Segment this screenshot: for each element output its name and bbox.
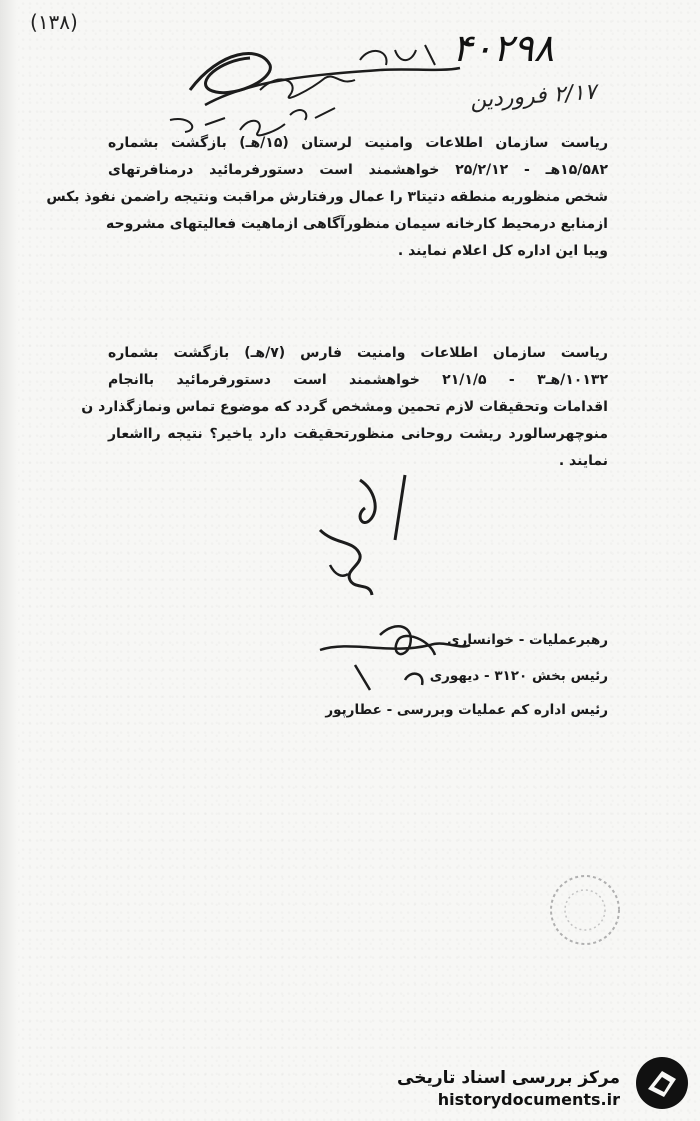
paragraph-2-line: ریاست سازمان اطلاعات وامنیت فارس (۷/هـ) بازگشت بشماره xyxy=(108,345,608,361)
paragraph-1-line: ویبا این اداره کل اعلام نمایند . xyxy=(397,243,608,259)
paragraph-1 xyxy=(46,130,608,265)
paragraph-1-line: ازمنابع درمحیط کارخانه سیمان منظورآگاهی ازماهیت فعالیتهای مشروحه xyxy=(106,216,608,232)
paragraph-1-line: ریاست سازمان اطلاعات وامنیت لرستان (۱۵/هـ) بازگشت بشماره xyxy=(108,135,608,151)
footer-url[interactable]: historydocuments.ir xyxy=(437,1090,620,1109)
footer-org-name: مرکز بررسی اسناد تاریخی xyxy=(397,1068,620,1088)
round-stamp xyxy=(545,870,625,950)
paragraph-2 xyxy=(81,340,608,475)
footer-text xyxy=(397,1068,620,1109)
signature-line-3: رئیس اداره کم عملیات وبررسی - عطارپور xyxy=(325,702,608,718)
middle-handwritten-mark xyxy=(300,470,440,620)
signature-line-1: رهبرعملیات - خوانساری xyxy=(447,632,608,648)
scan-margin-shadow xyxy=(0,0,18,1121)
paragraph-1-line: شخص منظوربه منطقه دتیتا۳ را عمال ورفتارش مراقبت ونتیجه راضمن نفوذ بکس xyxy=(46,189,608,205)
handwritten-date: ۲/۱۷ فروردین xyxy=(469,79,598,114)
signature-line-2: رئیس بخش ۳۱۲۰ - دیهوری xyxy=(429,668,608,684)
history-documents-logo-icon xyxy=(634,1055,690,1111)
paragraph-2-line: اقدامات وتحقیقات لازم تحمین ومشخص گردد که موضوع تماس ونمازگذارد ن xyxy=(81,399,608,415)
paragraph-2-line: ۱۰۱۳۲/هـ۳ - ۲۱/۱/۵ خواهشمند است دستورفرمائید باانجام xyxy=(108,372,608,388)
page-number: (۱۳۸) xyxy=(30,10,78,34)
paragraph-2-line: منوچهرسالورد ریشت روحانی منظورتحقیقت دارد یاخیر؟ نتیجه رااشعار xyxy=(108,426,608,442)
footer-watermark xyxy=(0,1051,700,1121)
signature-scribble xyxy=(310,610,480,700)
paragraph-1-line: ۱۵/۵۸۲هـ - ۲۵/۲/۱۲ خواهشمند است دستورفرمائید درمنافرتهای xyxy=(108,162,608,178)
handwritten-registry-number: ۴۰۲۹۸ xyxy=(452,26,555,70)
paragraph-2-line: نمایند . xyxy=(558,453,608,469)
